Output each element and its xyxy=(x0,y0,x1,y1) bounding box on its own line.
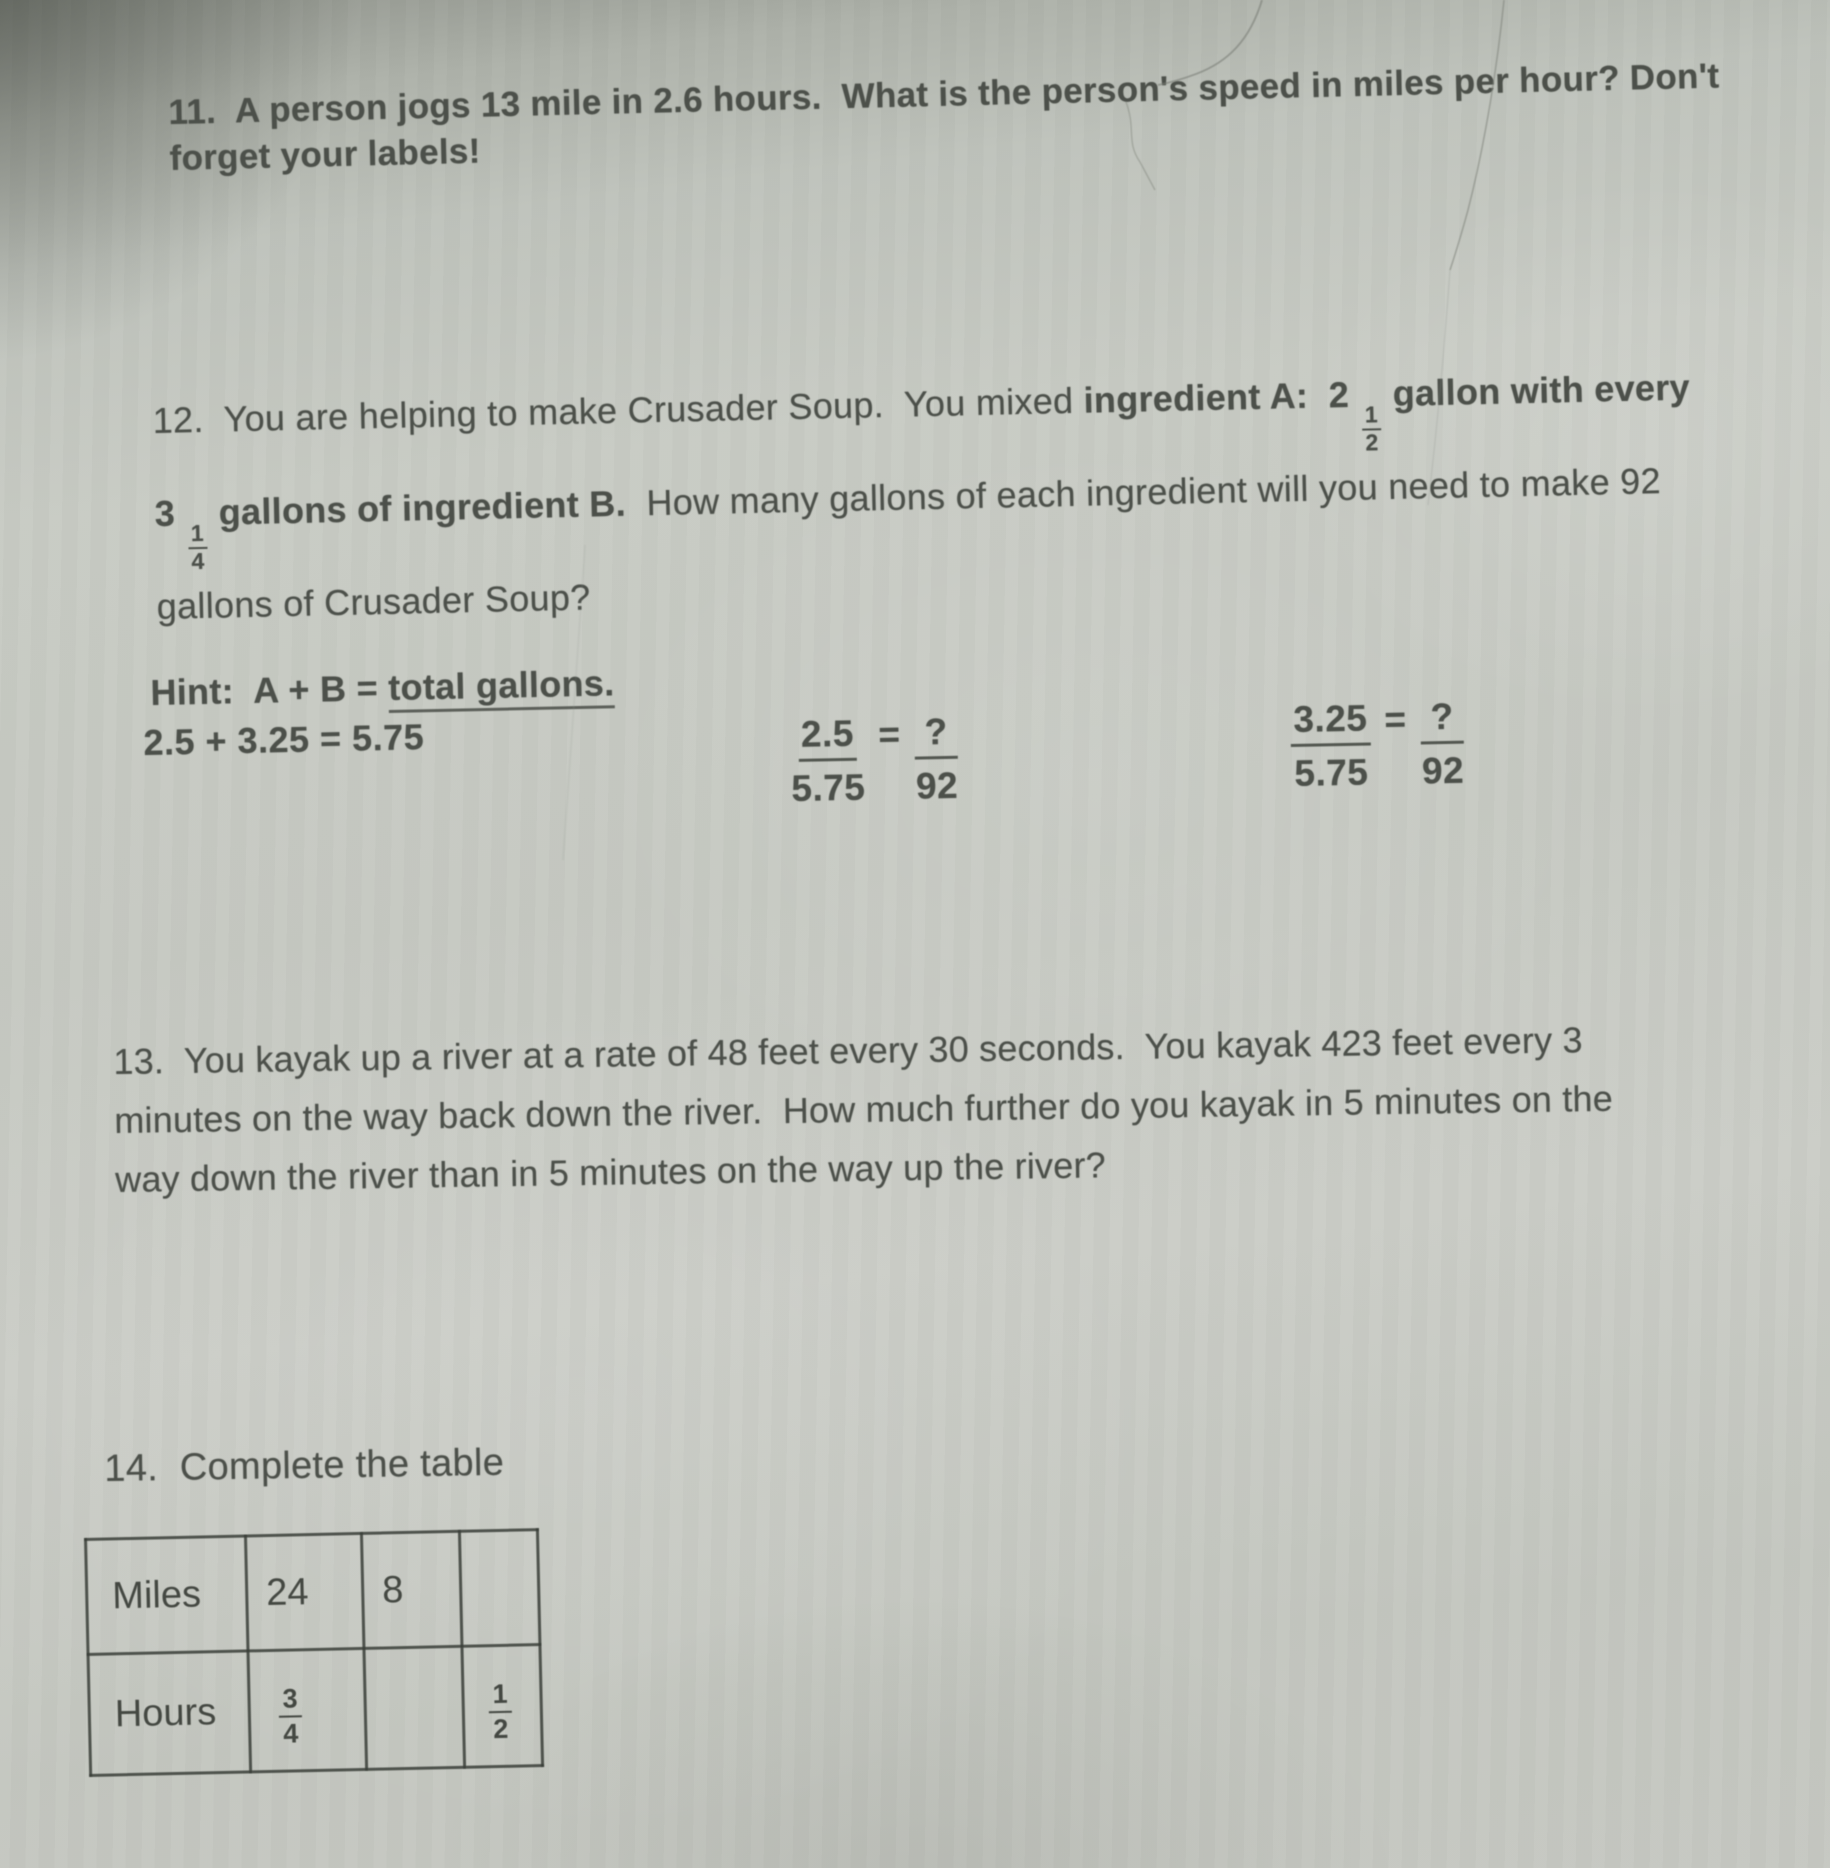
fraction-three-quarters xyxy=(278,1682,302,1749)
ratio-table xyxy=(84,1528,544,1777)
problem-11 xyxy=(168,53,1721,182)
denominator: 5.75 xyxy=(790,766,866,809)
table-cell: 8 xyxy=(361,1531,461,1648)
question-denominator: 92 xyxy=(1421,749,1465,792)
table-cell-empty xyxy=(459,1530,539,1647)
problem-12 xyxy=(152,354,1695,639)
table-cell xyxy=(462,1645,543,1768)
numerator: 2.5 xyxy=(798,715,858,762)
fraction-denominator: 4 xyxy=(191,547,205,575)
numerator: 3.25 xyxy=(1290,699,1371,747)
text-segment: How many gallons of each ingredient will you need to make 92 xyxy=(625,460,1662,524)
table-row-hours xyxy=(88,1645,543,1776)
text-segment: gallons of ingredient B. xyxy=(207,482,627,533)
row-header-miles: Miles xyxy=(86,1536,248,1654)
text-segment: 3 xyxy=(154,492,186,534)
question-numerator: ? xyxy=(914,713,958,760)
fraction-numerator: 1 xyxy=(1362,403,1382,430)
fraction-numerator: 1 xyxy=(488,1680,512,1712)
problem-13-line-3: way down the river than in 5 minutes on the way up the river? xyxy=(114,1144,1107,1200)
text-segment: 12. You are helping to make Crusader Soup. You mixed xyxy=(152,379,1085,441)
hint-text: Hint: A + B = xyxy=(150,667,389,713)
fraction-one-half xyxy=(1362,403,1382,454)
proportion-b xyxy=(1290,695,1465,794)
problem-12-line-3: gallons of Crusader Soup? xyxy=(156,576,591,627)
table-row-miles xyxy=(86,1530,540,1655)
text-segment: ingredient A: 2 xyxy=(1083,373,1360,421)
proportion-a xyxy=(790,710,959,809)
proportion-a-right-fraction xyxy=(914,710,959,807)
proportion-b-left-fraction xyxy=(1290,699,1372,792)
question-numerator: ? xyxy=(1420,698,1464,745)
equals-sign: = xyxy=(877,713,901,756)
table-cell-empty xyxy=(364,1646,465,1769)
fraction-denominator: 4 xyxy=(282,1717,299,1749)
sum-equation: 2.5 + 3.25 = 5.75 xyxy=(143,716,425,763)
denominator: 5.75 xyxy=(1293,751,1369,794)
question-denominator: 92 xyxy=(915,764,959,807)
hint-line xyxy=(150,662,615,714)
fraction-numerator: 3 xyxy=(278,1685,302,1717)
fraction-one-half xyxy=(488,1680,512,1742)
text-segment: gallon with every xyxy=(1381,366,1691,415)
fraction-denominator: 2 xyxy=(1365,429,1379,456)
table-cell xyxy=(248,1648,367,1772)
table-cell: 24 xyxy=(245,1533,363,1651)
fraction-numerator: 1 xyxy=(188,522,208,549)
fraction-denominator: 2 xyxy=(492,1713,509,1744)
fraction-one-quarter xyxy=(188,519,208,575)
problem-13-line-1: 13. You kayak up a river at a rate of 48 feet every 30 seconds. You kayak 423 feet every 3 xyxy=(113,1019,1583,1082)
row-header-hours: Hours xyxy=(88,1651,251,1775)
problem-14-title: 14. Complete the table xyxy=(104,1441,505,1490)
problem-11-line-1: 11. A person jogs 13 mile in 2.6 hours. What is the person's speed in miles per hour? Don't xyxy=(168,56,1720,132)
hint-underlined-text: total gallons. xyxy=(388,662,615,713)
equals-sign: = xyxy=(1383,698,1407,741)
problem-13 xyxy=(113,1010,1614,1209)
problem-11-line-2: forget your labels! xyxy=(169,131,482,178)
proportion-b-right-fraction xyxy=(1420,695,1465,792)
proportion-a-left-fraction xyxy=(790,712,866,809)
problem-13-line-2: minutes on the way back down the river. How much further do you kayak in 5 minutes on the xyxy=(114,1077,1614,1141)
